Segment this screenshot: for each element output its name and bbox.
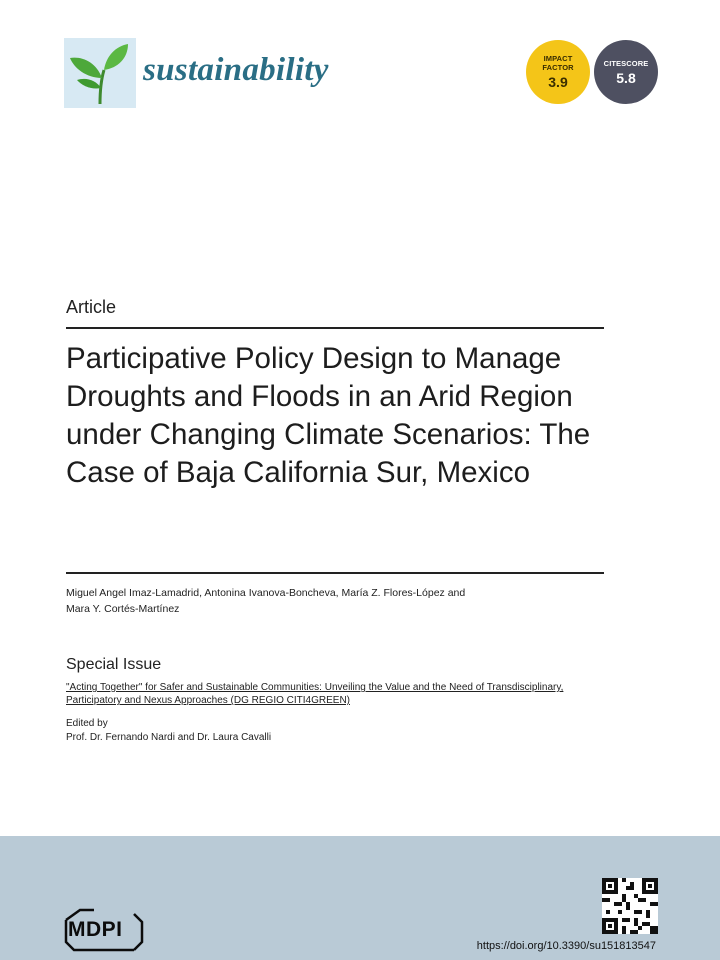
authors-line-1: Miguel Angel Imaz-Lamadrid, Antonina Ivanova-Boncheva, María Z. Flores-López and xyxy=(66,587,466,599)
special-issue-heading: Special Issue xyxy=(66,656,162,673)
divider-top xyxy=(66,327,604,329)
publisher-name: MDPI xyxy=(68,918,123,941)
doi-link[interactable]: https://doi.org/10.3390/su151813547 xyxy=(476,940,656,952)
plant-sprout-icon xyxy=(64,38,136,108)
special-issue-link[interactable]: "Acting Together" for Safer and Sustainable Communities: Unveiling the Value and the Need of Transdisciplinary, Participatory and Nexus Approaches (DG REGIO CITI4GREEN) xyxy=(66,682,564,706)
citescore-badge[interactable] xyxy=(594,40,658,104)
impact-factor-badge[interactable] xyxy=(526,40,590,104)
edited-by-label: Edited by xyxy=(66,718,108,729)
article-type: Article xyxy=(66,297,117,317)
divider-bottom xyxy=(66,572,604,574)
citescore-value: 5.8 xyxy=(616,69,636,86)
journal-logo xyxy=(64,38,136,108)
authors-line-2: Mara Y. Cortés-Martínez xyxy=(66,603,180,615)
mdpi-logo xyxy=(64,906,144,954)
journal-name: sustainability xyxy=(143,52,329,88)
qr-code-icon[interactable] xyxy=(602,878,658,934)
impact-factor-label-1: IMPACT xyxy=(543,54,573,63)
impact-factor-label-2: FACTOR xyxy=(542,63,574,72)
article-title: Participative Policy Design to Manage Droughts and Floods in an Arid Region under Changing Climate Scenarios: The Case of Baja California Sur, Mexico xyxy=(66,342,591,489)
editors: Prof. Dr. Fernando Nardi and Dr. Laura Cavalli xyxy=(66,732,272,743)
impact-factor-value: 3.9 xyxy=(548,74,568,90)
citescore-label: CITESCORE xyxy=(603,58,649,68)
author-list xyxy=(66,585,606,617)
